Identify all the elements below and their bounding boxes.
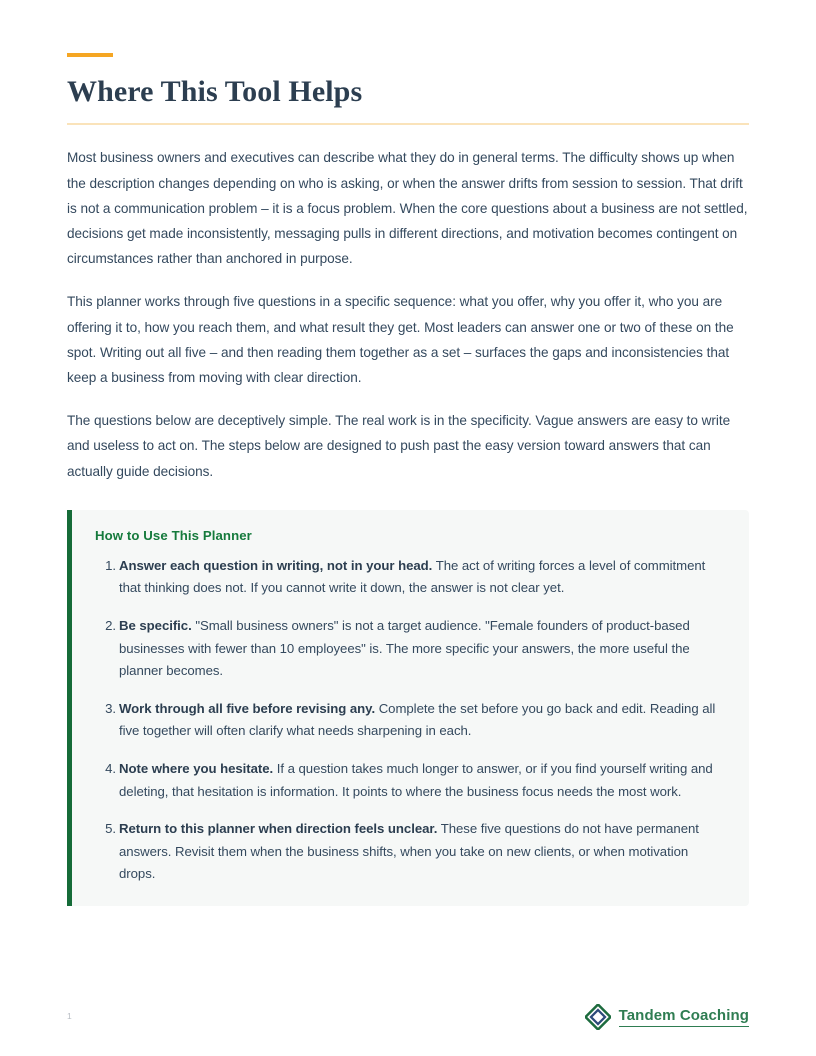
page-footer [0,1000,816,1056]
list-item [95,698,723,743]
page-content [67,0,749,906]
list-item-lead: Return to this planner when direction feels unclear. [119,821,438,837]
list-item-lead: Note where you hesitate. [119,760,274,776]
list-item [95,555,723,600]
how-to-use-callout [67,510,749,906]
list-item [95,758,723,803]
list-item-lead: Answer each question in writing, not in your head. [119,557,433,573]
brand-logo [585,1004,749,1030]
body-paragraph-1: Most business owners and executives can describe what they do in general terms. The difficulty shows up when the description changes depending on who is asking, or when the answer drifts from session to session. That drift is not a communication problem – it is a focus problem. When the core questions about a business are not settled, decisions get made inconsistently, messaging pulls in different directions, and motivation becomes contingent on circumstances rather than anchored in purpose. [67,150,748,267]
body-paragraph-2: This planner works through five questions in a specific sequence: what you offer, why you offer it, who you are offering it to, how you reach them, and what result they get. Most leaders can answer one or two of these on the spot. Writing out all five – and then reading them together as a set – surfaces the gaps and inconsistencies that keep a business from moving with clear direction. [67,294,734,386]
list-item [95,615,723,683]
list-item-body: "Small business owners" is not a target audience. "Female founders of product-based businesses with fewer than 10 employees" is. The more specific your answers, the more useful the planner becomes. [119,618,690,679]
page-title: Where This Tool Helps [67,75,363,108]
how-to-use-list [95,555,723,886]
list-item-lead: Be specific. [119,618,192,634]
list-item-body: If a question takes much longer to answer, or if you find yourself writing and deleting, that hesitation is information. It points to where the business focus needs the most work. [119,760,713,799]
page-number: 1 [67,1011,72,1021]
list-item-body: These five questions do not have permanent answers. Revisit them when the business shifts, when you take on new clients, or when motivation drops. [119,821,699,882]
list-item-lead: Work through all five before revising any. [119,700,376,716]
list-item [95,818,723,886]
callout-title: How to Use This Planner [95,527,252,543]
brand-name: Tandem Coaching [619,1007,749,1027]
diamond-outline-icon [585,1004,611,1030]
list-item-body: The act of writing forces a level of commitment that thinking does not. If you cannot write it down, the answer is not clear yet. [119,557,706,596]
list-item-body: Complete the set before you go back and edit. Reading all five together will often clarify what needs sharpening in each. [119,700,716,739]
body-paragraph-3: The questions below are deceptively simple. The real work is in the specificity. Vague answers are easy to write and useless to act on. The steps below are designed to push past the easy version toward answers that can actually guide decisions. [67,413,731,479]
